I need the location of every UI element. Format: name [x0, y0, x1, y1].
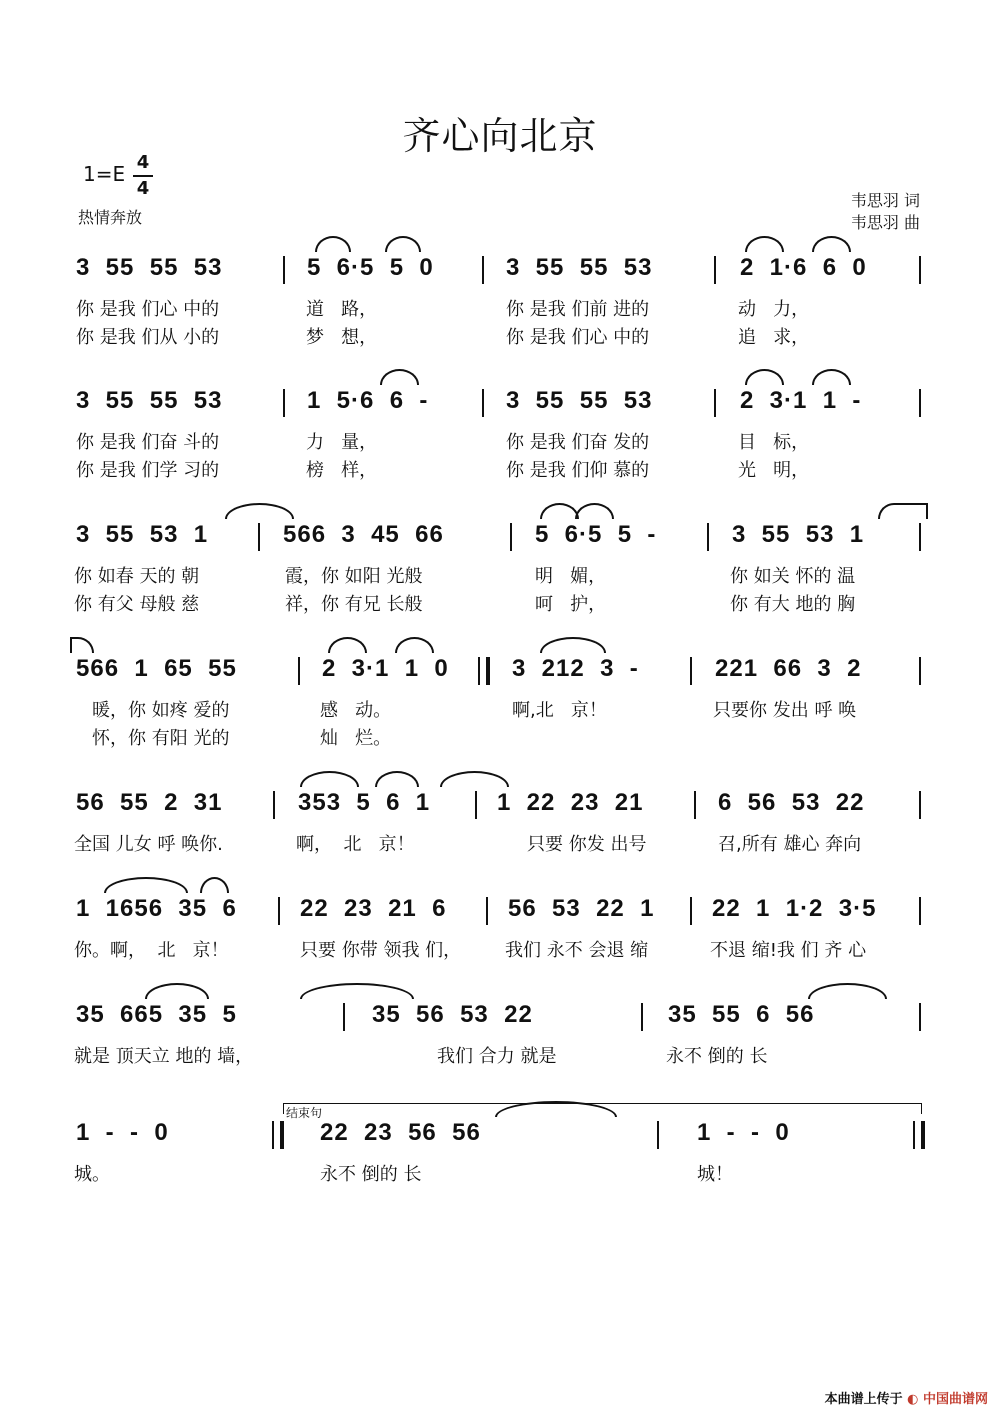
lyric: 你 是我 们奋 斗的	[76, 432, 220, 453]
measure: 3 55 55 53	[506, 387, 653, 414]
notes-row	[0, 517, 1000, 557]
measure: 1 5·6 6 -	[307, 387, 429, 414]
lyric: 永不 倒的 长	[666, 1046, 768, 1067]
tie	[808, 983, 887, 999]
slur	[812, 236, 851, 252]
lyric: 怀，你 有阳 光的	[92, 728, 230, 749]
lyric: 霞，你 如阳 光般	[285, 566, 423, 587]
lyric: 目 标，	[738, 432, 810, 453]
lyric-row-1	[0, 696, 1000, 720]
bar-line	[690, 657, 692, 685]
lyric: 动 力，	[738, 299, 810, 320]
measure: 22 23 56 56	[320, 1119, 481, 1146]
measure: 35 665 35 5	[76, 1001, 237, 1028]
bar-line	[273, 791, 275, 819]
triplet-bracket	[145, 983, 209, 999]
lyric: 感 动。	[320, 700, 392, 721]
time-signature-top: 4	[136, 152, 150, 173]
bar-line	[919, 523, 921, 551]
lyric: 你 有大 地的 胸	[730, 594, 856, 615]
lyric: 暖，你 如疼 爱的	[92, 700, 230, 721]
measure: 22 23 21 6	[300, 895, 447, 922]
lyric: 你 是我 们前 进的	[506, 299, 650, 320]
bar-line	[283, 256, 285, 284]
lyric-row-1	[0, 936, 1000, 960]
lyric: 榜 样，	[306, 460, 378, 481]
bar-line	[283, 389, 285, 417]
slur	[540, 503, 579, 519]
lyric-row-2	[0, 323, 1000, 347]
song-title: 齐心向北京	[402, 114, 598, 158]
tie	[300, 983, 414, 999]
bar-line	[510, 523, 512, 551]
slur	[315, 236, 351, 252]
lyric: 明 媚，	[535, 566, 607, 587]
measure: 3 55 55 53	[76, 387, 223, 414]
bar-line	[690, 897, 692, 925]
bar-line	[919, 256, 921, 284]
lyric-row-1	[0, 830, 1000, 854]
lyric: 就是 顶天立 地的 墙，	[74, 1046, 254, 1067]
measure: 3 55 55 53	[506, 254, 653, 281]
bar-line	[258, 523, 260, 551]
notes-row	[0, 1115, 1000, 1155]
measure: 1 1656 35 6	[76, 895, 237, 922]
final-barline	[913, 1121, 925, 1149]
lyric: 啊， 北 京！	[296, 834, 415, 855]
lyric: 祥，你 有兄 长般	[285, 594, 423, 615]
lyric: 城。	[74, 1164, 110, 1185]
bar-line	[919, 389, 921, 417]
time-signature	[133, 152, 153, 200]
measure: 3 212 3 -	[512, 655, 639, 682]
volta-label: 结束句	[286, 1106, 323, 1120]
slur	[745, 236, 784, 252]
slur	[328, 637, 367, 653]
lyric: 不退 缩!我 们 齐 心	[710, 940, 867, 961]
measure: 35 56 53 22	[372, 1001, 533, 1028]
lyric-row-1	[0, 295, 1000, 319]
measure: 221 66 3 2	[715, 655, 862, 682]
notes-row	[0, 997, 1000, 1037]
notes-row	[0, 383, 1000, 423]
footer-brand[interactable]: 中国曲谱网	[922, 1392, 988, 1407]
footer	[825, 1388, 988, 1407]
slur	[380, 369, 419, 385]
lyric: 永不 倒的 长	[320, 1164, 422, 1185]
bar-line	[298, 657, 300, 685]
lyric: 城！	[697, 1164, 733, 1185]
quintuplet-bracket	[104, 877, 188, 893]
measure: 6 56 53 22	[718, 789, 865, 816]
site-logo-icon: ◐	[907, 1392, 919, 1407]
measure: 2 3·1 1 -	[740, 387, 862, 414]
lyric: 你 如关 怀的 温	[730, 566, 856, 587]
lyric: 光 明，	[738, 460, 810, 481]
repeat-end-barline	[478, 657, 490, 685]
lyric: 我们 永不 会退 缩	[505, 940, 649, 961]
lyric: 全国 儿女 呼 唤你.	[74, 834, 223, 855]
bar-line	[714, 256, 716, 284]
lyric: 召,所有 雄心 奔向	[718, 834, 862, 855]
notes-row	[0, 250, 1000, 290]
bar-line	[919, 657, 921, 685]
lyric-row-1	[0, 428, 1000, 452]
key-signature: 1=E	[83, 162, 126, 186]
bar-line	[486, 897, 488, 925]
lyricist-credit: 韦思羽 词	[850, 191, 920, 210]
bar-line	[278, 897, 280, 925]
tie	[878, 503, 928, 519]
measure: 56 53 22 1	[508, 895, 655, 922]
notes-row	[0, 891, 1000, 931]
lyric-row-1	[0, 562, 1000, 586]
bar-line	[919, 1003, 921, 1031]
slur	[200, 877, 229, 893]
triplet-bracket	[540, 637, 606, 653]
lyric: 道 路，	[306, 299, 378, 320]
notes-row	[0, 651, 1000, 691]
slur	[575, 503, 614, 519]
tie	[440, 771, 509, 787]
lyric: 灿 烂。	[320, 728, 392, 749]
footer-prefix: 本曲谱上传于	[824, 1392, 903, 1407]
bar-line	[714, 389, 716, 417]
measure: 1 - - 0	[76, 1119, 169, 1146]
lyric: 力 量，	[306, 432, 378, 453]
measure: 1 - - 0	[697, 1119, 790, 1146]
measure: 566 3 45 66	[283, 521, 444, 548]
slur	[745, 369, 784, 385]
tie	[70, 637, 94, 653]
measure: 353 5 6 1	[298, 789, 431, 816]
lyric: 呵 护，	[535, 594, 607, 615]
bar-line	[482, 389, 484, 417]
measure: 3 55 53 1	[732, 521, 865, 548]
triplet-bracket	[300, 771, 359, 787]
lyric: 追 求，	[738, 327, 810, 348]
measure: 566 1 65 55	[76, 655, 237, 682]
lyric: 你 是我 们奋 发的	[506, 432, 650, 453]
measure: 3 55 55 53	[76, 254, 223, 281]
measure: 22 1 1·2 3·5	[712, 895, 877, 922]
lyric: 只要 你发 出号	[527, 834, 647, 855]
measure: 56 55 2 31	[76, 789, 223, 816]
lyric-row-2	[0, 456, 1000, 480]
lyric: 梦 想，	[306, 327, 378, 348]
notes-row	[0, 785, 1000, 825]
slur	[385, 236, 421, 252]
lyric-row-1	[0, 1160, 1000, 1184]
lyric: 只要 你带 领我 们，	[300, 940, 462, 961]
measure: 3 55 53 1	[76, 521, 209, 548]
measure: 2 3·1 1 0	[322, 655, 449, 682]
slur	[375, 771, 419, 787]
lyric: 我们 合力 就是	[437, 1046, 557, 1067]
lyric-row-1	[0, 1042, 1000, 1066]
measure: 1 22 23 21	[497, 789, 644, 816]
bar-line	[657, 1121, 659, 1149]
bar-line	[475, 791, 477, 819]
lyric: 你 有父 母般 慈	[74, 594, 200, 615]
tempo-marking: 热情奔放	[78, 208, 143, 227]
repeat-end-barline	[272, 1121, 284, 1149]
lyric: 只要你 发出 呼 唤	[713, 700, 857, 721]
bar-line	[343, 1003, 345, 1031]
lyric: 你 是我 们从 小的	[76, 327, 220, 348]
measure: 35 55 6 56	[668, 1001, 815, 1028]
lyric: 你 如春 天的 朝	[74, 566, 200, 587]
slur	[395, 637, 434, 653]
slur	[812, 369, 851, 385]
lyric: 你 是我 们心 中的	[76, 299, 220, 320]
bar-line	[694, 791, 696, 819]
measure: 5 6·5 5 0	[307, 254, 434, 281]
lyric-row-2	[0, 724, 1000, 748]
composer-credit: 韦思羽 曲	[850, 213, 920, 232]
bar-line	[919, 791, 921, 819]
bar-line	[707, 523, 709, 551]
lyric: 你 是我 们仰 慕的	[506, 460, 650, 481]
lyric: 你 是我 们心 中的	[506, 327, 650, 348]
lyric: 啊,北 京！	[512, 700, 607, 721]
time-signature-bottom: 4	[136, 178, 150, 199]
bar-line	[641, 1003, 643, 1031]
measure: 2 1·6 6 0	[740, 254, 867, 281]
measure: 5 6·5 5 -	[535, 521, 657, 548]
lyric: 你 是我 们学 习的	[76, 460, 220, 481]
bar-line	[919, 897, 921, 925]
bar-line	[482, 256, 484, 284]
lyric: 你。啊， 北 京！	[74, 940, 229, 961]
tie	[225, 503, 294, 519]
lyric-row-2	[0, 590, 1000, 614]
